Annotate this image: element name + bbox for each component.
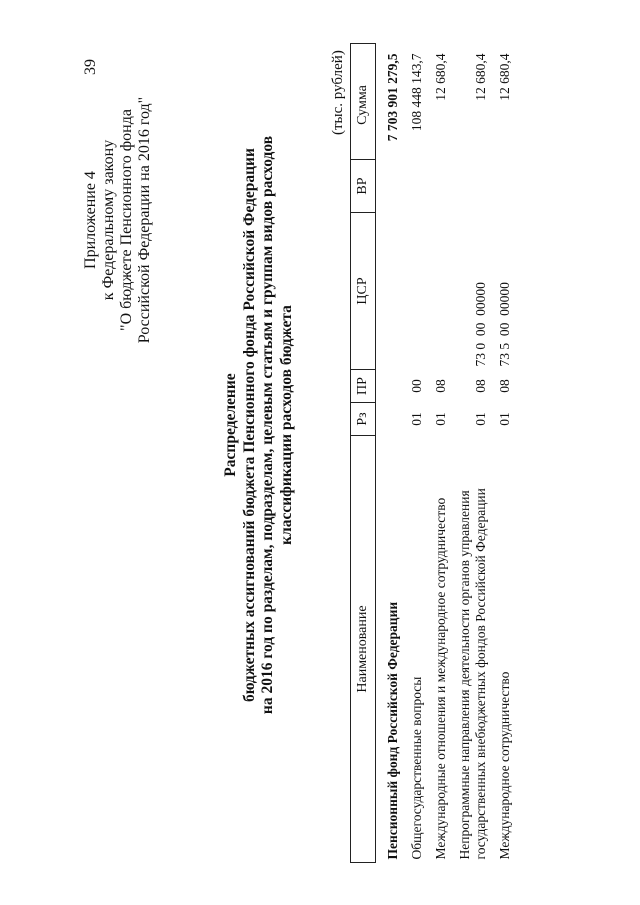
table-row	[405, 44, 429, 863]
row-sum: 7 703 901 279,5	[385, 53, 400, 142]
row-sum: 108 448 143,7	[409, 53, 424, 132]
header-rz: Рз	[351, 403, 376, 436]
table-row	[493, 44, 517, 863]
heading-line: классификации расходов бюджета	[277, 305, 295, 545]
row-pr	[376, 370, 406, 403]
row-name: Международные отношения и международное сотрудничество	[433, 497, 448, 860]
units-label: (тыс. рублей)	[330, 50, 346, 135]
header-vr: ВР	[351, 160, 376, 213]
row-csr	[405, 213, 429, 370]
row-csr: 73 5 00 00000	[497, 282, 512, 367]
row-name: Международное сотрудничество	[497, 671, 512, 860]
row-sum: 12 680,4	[497, 53, 512, 101]
appendix-line: Российской Федерации на 2016 год"	[136, 96, 153, 344]
row-name: Общегосударственные вопросы	[409, 676, 424, 860]
heading-line: бюджетных ассигнований бюджета Пенсионного фонда Российской Федерации	[240, 148, 258, 702]
row-csr: 73 0 00 00000	[473, 282, 488, 367]
row-vr	[493, 160, 517, 213]
table-header-row	[351, 44, 376, 863]
appendix-line: к Федеральному закону	[100, 139, 117, 301]
appendix-line: Приложение 4	[82, 171, 99, 269]
row-rz: 01	[497, 412, 512, 426]
row-pr: 08	[497, 379, 512, 393]
row-vr	[405, 160, 429, 213]
row-rz	[376, 403, 406, 436]
row-csr	[376, 213, 406, 370]
row-rz: 01	[473, 412, 488, 426]
header-name: Наименование	[351, 436, 376, 863]
row-rz: 01	[433, 412, 448, 426]
row-name: Непрограммные направления деятельности органов управления государственных внебюджетных фондов Российской Федерации	[457, 488, 488, 860]
row-pr: 00	[409, 379, 424, 393]
budget-table	[350, 43, 517, 863]
row-csr	[429, 213, 453, 370]
table-row	[376, 44, 406, 863]
row-sum: 12 680,4	[433, 53, 448, 101]
document-heading	[222, 125, 296, 725]
row-vr	[453, 160, 493, 213]
header-sum: Сумма	[351, 44, 376, 160]
row-sum: 12 680,4	[473, 53, 488, 101]
row-pr: 08	[473, 379, 488, 393]
heading-line: Распределение	[222, 373, 239, 477]
row-name: Пенсионный фонд Российской Федерации	[385, 601, 400, 860]
row-rz: 01	[409, 412, 424, 426]
header-pr: ПР	[351, 370, 376, 403]
row-pr: 08	[433, 379, 448, 393]
page-number: 39	[82, 59, 99, 75]
row-vr	[376, 160, 406, 213]
heading-line: на 2016 год по разделам, подразделам, целевым статьям и группам видов расходов	[259, 135, 276, 715]
row-vr	[429, 160, 453, 213]
appendix-line: "О бюджете Пенсионного фонда	[118, 109, 135, 331]
header-csr: ЦСР	[351, 213, 376, 370]
table-row	[453, 44, 493, 863]
appendix-note	[82, 50, 154, 390]
table-row	[429, 44, 453, 863]
